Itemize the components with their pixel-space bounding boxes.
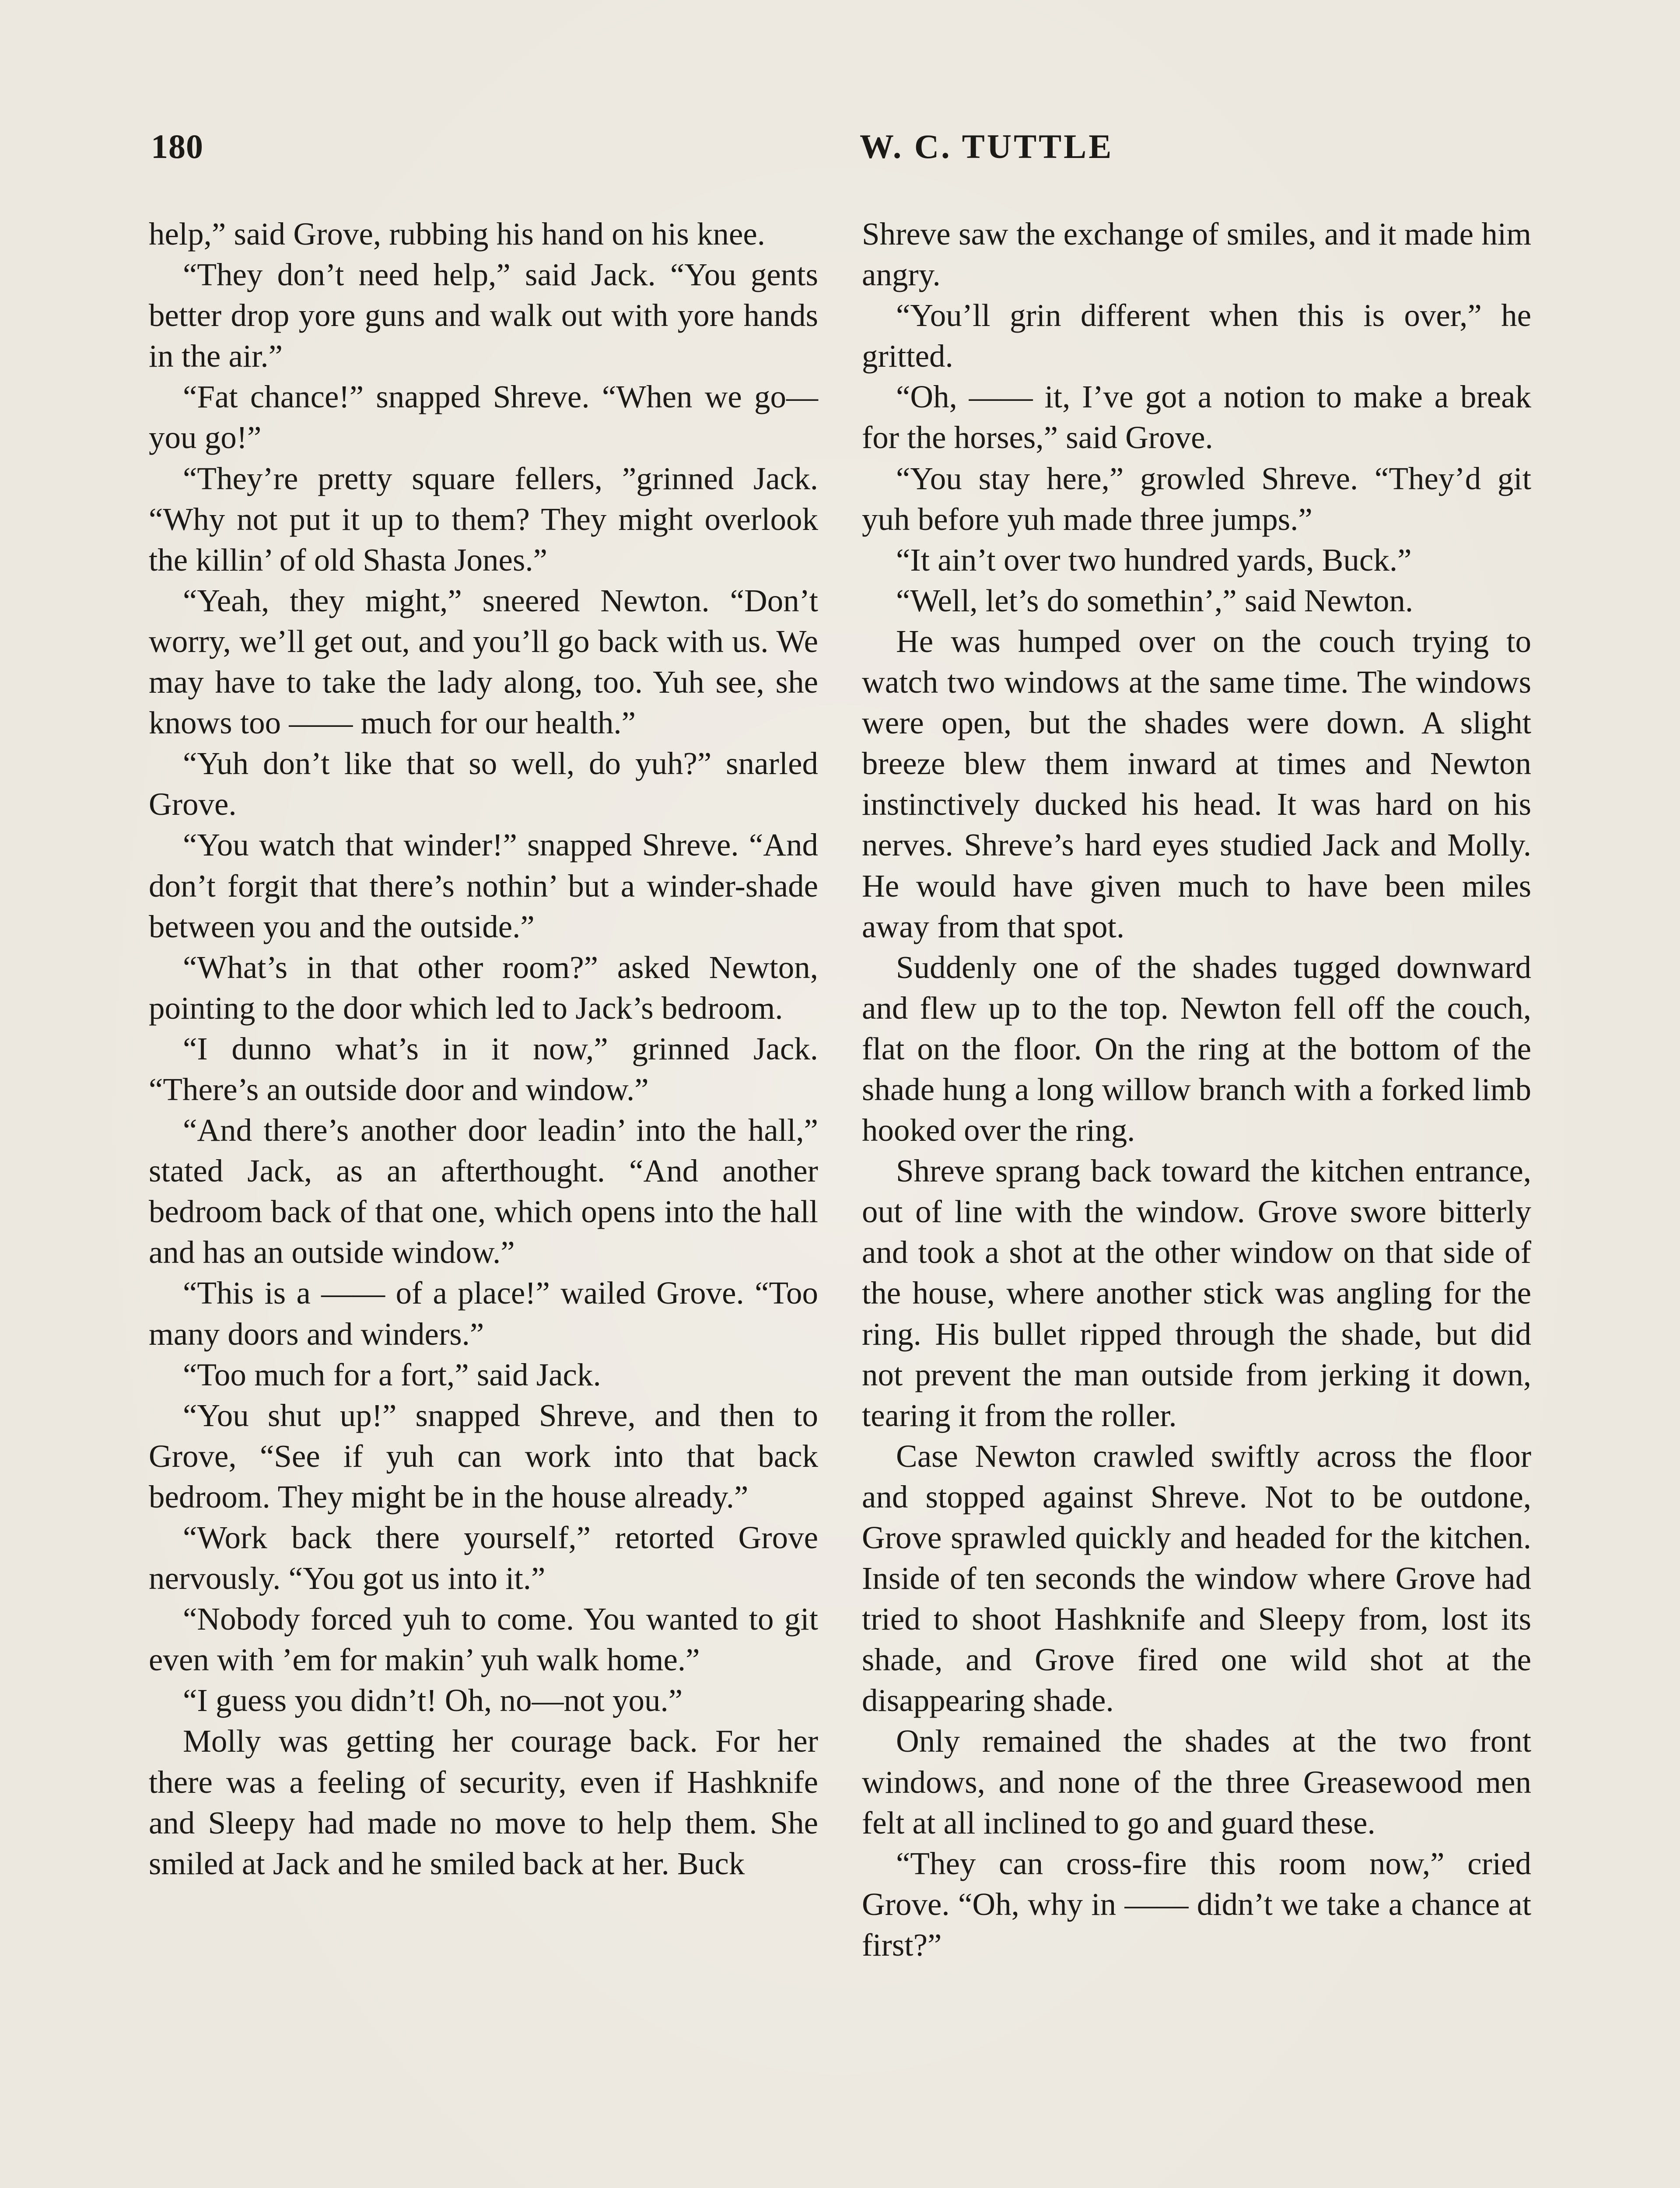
left-column [149, 214, 818, 1884]
paragraph: “Nobody forced yuh to come. You wanted to git even with ’em for makin’ yuh walk home.” [149, 1601, 818, 1678]
paragraph: Molly was getting her courage back. For her there was a feeling of security, even if Hashknife and Sleepy had made no move to help them. She smiled at Jack and he smiled back at her. Buck [149, 1723, 818, 1881]
paragraph: “I dunno what’s in it now,” grinned Jack. “There’s an outside door and window.” [149, 1031, 818, 1107]
paragraph: “Oh, —— it, I’ve got a notion to make a break for the horses,” said Grove. [862, 379, 1531, 456]
page-number: 180 [151, 127, 203, 165]
paragraph: “Yuh don’t like that so well, do yuh?” snarled Grove. [149, 746, 818, 822]
paragraph: help,” said Grove, rubbing his hand on his knee. [149, 216, 766, 252]
paragraph: “Fat chance!” snapped Shreve. “When we go—you go!” [149, 379, 818, 456]
paragraph: “They can cross-fire this room now,” cried Grove. “Oh, why in —— didn’t we take a chance at first?” [862, 1845, 1531, 1963]
right-column [862, 214, 1531, 1965]
paragraph: Case Newton crawled swiftly across the floor and stopped against Shreve. Not to be outdone, Grove sprawled quickly and headed for the kitchen. Inside of ten seconds the window where Grove had tried to shoot Hashknife and Sleepy from, lost its shade, and Grove fired one wild shot at the disappearing shade. [862, 1438, 1531, 1718]
paragraph: Only remained the shades at the two front windows, and none of the three Greasewood men felt at all inclined to go and guard these. [862, 1723, 1531, 1841]
paragraph: “You stay here,” growled Shreve. “They’d git yuh before yuh made three jumps.” [862, 460, 1531, 537]
paragraph: Suddenly one of the shades tugged downward and flew up to the top. Newton fell off the couch, flat on the floor. On the ring at the bottom of the shade hung a long willow branch with a forked limb hooked over the ring. [862, 949, 1531, 1148]
paragraph: “What’s in that other room?” asked Newton, pointing to the door which led to Jack’s bedroom. [149, 949, 818, 1026]
paragraph: “They’re pretty square fellers, ”grinned Jack. “Why not put it up to them? They might overlook the killin’ of old Shasta Jones.” [149, 460, 818, 578]
paragraph: He was humped over on the couch trying to watch two windows at the same time. The windows were open, but the shades were down. A slight breeze blew them inward at times and Newton instinctively ducked his head. It was hard on his nerves. Shreve’s hard eyes studied Jack and Molly. He would have given much to have been miles away from that spot. [862, 623, 1531, 944]
paragraph: “And there’s another door leadin’ into the hall,” stated Jack, as an afterthought. “And another bedroom back of that one, which opens into the hall and has an outside window.” [149, 1112, 818, 1270]
running-head: W. C. TUTTLE [860, 127, 1114, 165]
paragraph: “Work back there yourself,” retorted Grove nervously. “You got us into it.” [149, 1520, 818, 1596]
paragraph: “Too much for a fort,” said Jack. [183, 1357, 601, 1392]
paragraph: “They don’t need help,” said Jack. “You gents better drop yore guns and walk out with yore hands in the air.” [149, 257, 818, 374]
paragraph: “It ain’t over two hundred yards, Buck.” [896, 542, 1412, 578]
paragraph: “You watch that winder!” snapped Shreve. “And don’t forgit that there’s nothin’ but a winder-shade between you and the outside.” [149, 827, 818, 944]
paragraph: Shreve saw the exchange of smiles, and it made him angry. [862, 216, 1531, 293]
paragraph: “I guess you didn’t! Oh, no—not you.” [183, 1683, 683, 1718]
paragraph: “This is a —— of a place!” wailed Grove. “Too many doors and winders.” [149, 1275, 818, 1352]
paragraph: “Yeah, they might,” sneered Newton. “Don’t worry, we’ll get out, and you’ll go back with us. We may have to take the lady along, too. Yuh see, she knows too —— much for our health.” [149, 582, 818, 741]
paragraph: Shreve sprang back toward the kitchen entrance, out of line with the window. Grove swore bitterly and took a shot at the other window on that side of the house, where another stick was angling for the ring. His bullet ripped through the shade, but did not prevent the man outside from jerking it down, tearing it from the roller. [862, 1153, 1531, 1433]
paragraph: “You’ll grin different when this is over,” he gritted. [862, 298, 1531, 374]
paragraph: “You shut up!” snapped Shreve, and then to Grove, “See if yuh can work into that back bedroom. They might be in the house already.” [149, 1397, 818, 1515]
paragraph: “Well, let’s do somethin’,” said Newton. [896, 582, 1414, 618]
page-header [151, 127, 1551, 179]
